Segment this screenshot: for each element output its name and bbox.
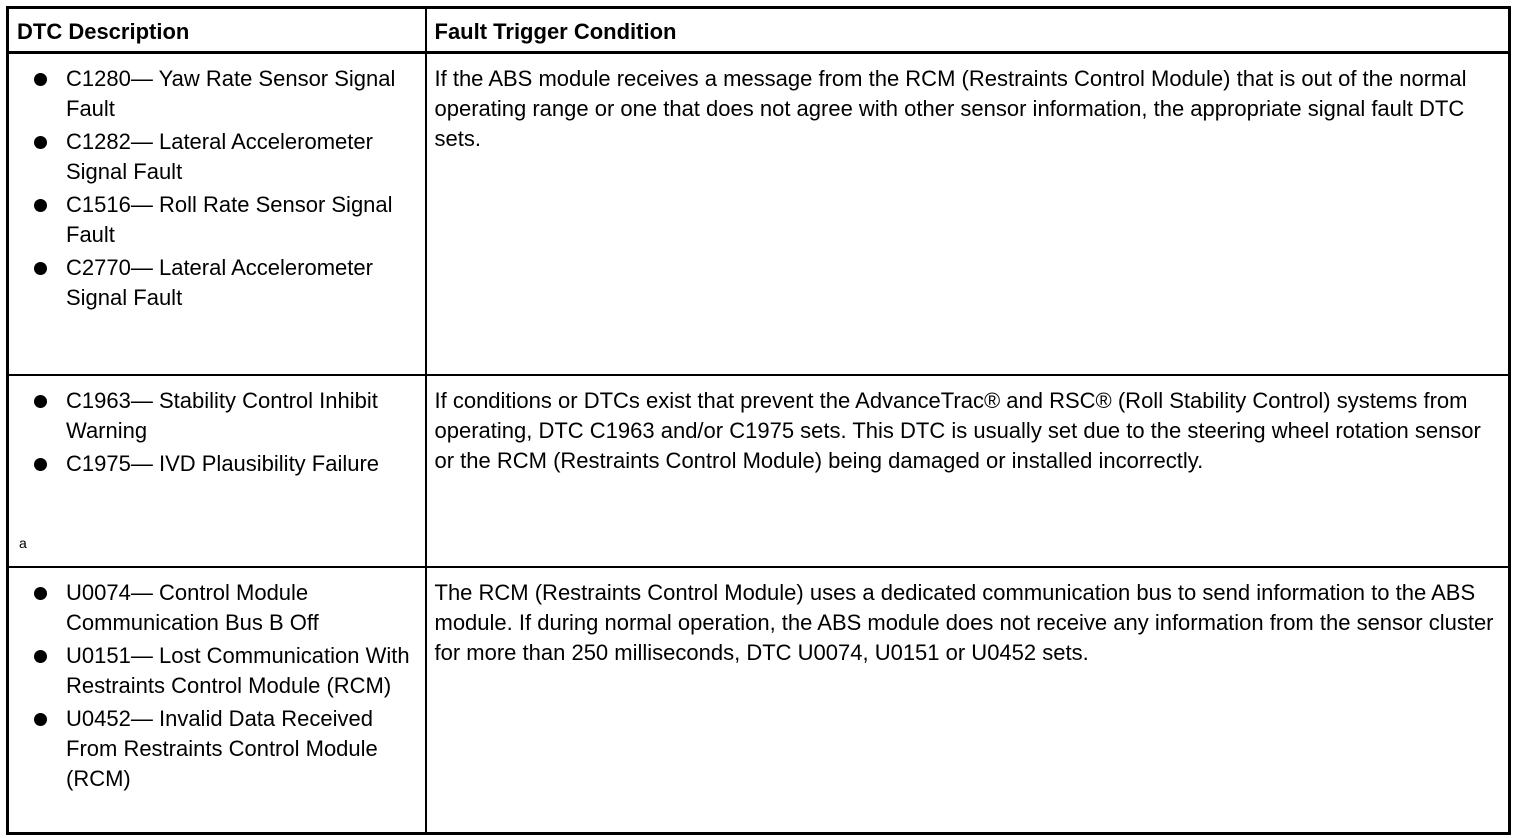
header-dtc-description: DTC Description <box>8 8 426 53</box>
dtc-separator: — <box>130 255 159 280</box>
header-fault-trigger-condition: Fault Trigger Condition <box>426 8 1510 53</box>
dtc-code: C1516 <box>66 192 131 217</box>
dtc-list-item <box>9 704 425 794</box>
dtc-text: Control Module Communication Bus B Off <box>66 579 319 635</box>
dtc-list-item <box>9 64 425 124</box>
bullet-icon <box>34 136 47 149</box>
dtc-separator: — <box>130 387 159 413</box>
dtc-separator: — <box>130 579 159 605</box>
table-row <box>8 567 1510 834</box>
dtc-code: U0074 <box>66 579 131 605</box>
dtc-code: C1975 <box>66 450 131 476</box>
bullet-icon <box>34 395 47 408</box>
table-row <box>8 53 1510 375</box>
bullet-icon <box>34 262 47 275</box>
dtc-separator: — <box>130 66 159 91</box>
dtc-code: U0151 <box>66 642 131 668</box>
dtc-list-item <box>9 386 425 446</box>
bullet-icon <box>34 713 47 726</box>
dtc-list-item <box>9 641 425 701</box>
dtc-separator: — <box>130 642 159 668</box>
dtc-text: Lost Communication With Restraints Control Module (RCM) <box>66 642 410 698</box>
dtc-code: C1280 <box>66 66 131 91</box>
dtc-separator: — <box>130 705 159 731</box>
dtc-list-item <box>9 190 425 250</box>
dtc-description-cell <box>8 567 426 834</box>
dtc-list-item <box>9 253 425 313</box>
dtc-description-cell <box>8 53 426 375</box>
dtc-list-item <box>9 578 425 638</box>
footnote-mark: a <box>19 534 27 551</box>
bullet-icon <box>34 73 47 86</box>
dtc-text: Stability Control Inhibit Warning <box>66 387 378 443</box>
bullet-icon <box>34 587 47 600</box>
dtc-list <box>9 568 425 794</box>
dtc-code: C1963 <box>66 387 131 413</box>
dtc-text: Roll Rate Sensor Signal Fault <box>66 192 393 247</box>
dtc-text: Lateral Accelerometer Signal Fault <box>66 129 373 184</box>
dtc-text: Yaw Rate Sensor Signal Fault <box>66 66 396 121</box>
dtc-list-item <box>9 127 425 187</box>
fault-condition-cell <box>426 53 1510 375</box>
bullet-icon <box>34 650 47 663</box>
dtc-code: C1282 <box>66 129 131 154</box>
dtc-text: Lateral Accelerometer Signal Fault <box>66 255 373 310</box>
fault-condition-text: If the ABS module receives a message from the RCM (Restraints Control Module) that is out of the normal operating range or one that does not agree with other sensor information, the appropriate signal fault DTC sets. <box>434 66 1467 151</box>
dtc-table <box>6 6 1511 835</box>
bullet-icon <box>34 199 47 212</box>
table-header-row <box>8 8 1510 53</box>
dtc-separator: — <box>130 129 159 154</box>
dtc-code: U0452 <box>66 705 131 731</box>
fault-condition-cell <box>426 567 1510 834</box>
dtc-separator: — <box>130 450 159 476</box>
dtc-list <box>9 54 425 313</box>
dtc-code: C2770 <box>66 255 131 280</box>
dtc-list <box>9 376 425 479</box>
fault-condition-text: If conditions or DTCs exist that prevent the AdvanceTrac® and RSC® (Roll Stability Control) systems from operating, DTC C1963 and/or C1975 sets. This DTC is usually set due to the steering wheel rotation sensor or the RCM (Restraints Control Module) being damaged or installed incorrectly. <box>434 387 1481 473</box>
fault-condition-cell <box>426 375 1510 567</box>
dtc-text: Invalid Data Received From Restraints Control Module (RCM) <box>66 705 378 791</box>
bullet-icon <box>34 458 47 471</box>
dtc-text: IVD Plausibility Failure <box>158 450 380 476</box>
fault-condition-text: The RCM (Restraints Control Module) uses a dedicated communication bus to send information to the ABS module. If during normal operation, the ABS module does not receive any information from the sensor cluster for more than 250 milliseconds, DTC U0074, U0151 or U0452 sets. <box>434 579 1494 665</box>
dtc-separator: — <box>130 192 159 217</box>
dtc-description-cell <box>8 375 426 567</box>
dtc-list-item <box>9 449 425 479</box>
table-row <box>8 375 1510 567</box>
